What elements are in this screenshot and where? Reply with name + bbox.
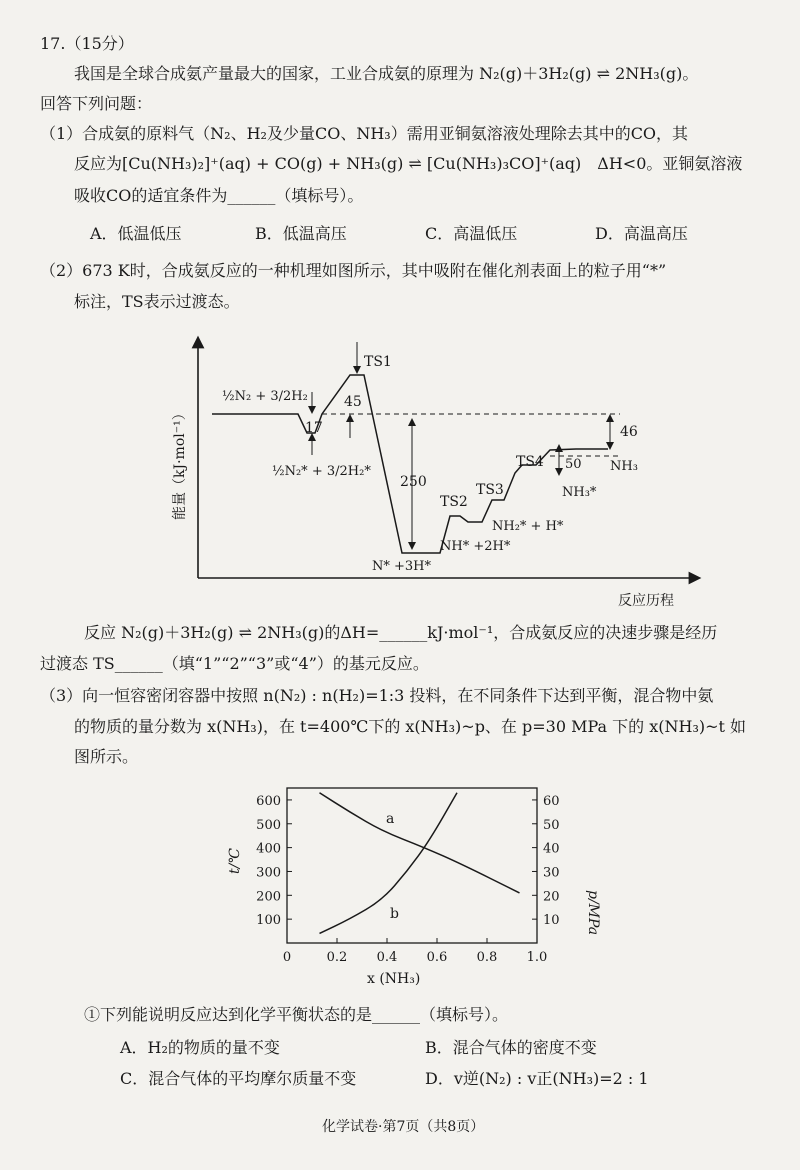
intro-line: 回答下列问题： — [40, 94, 153, 113]
page-footer: 化学试卷·第7页（共8页） — [322, 1119, 485, 1135]
option-d: D．高温高压 — [595, 224, 688, 243]
gap-45: 45 — [344, 394, 362, 410]
ts4-label: TS4 — [516, 454, 544, 470]
gap-17: 17 — [305, 420, 323, 436]
sub-question: ①下列能说明反应达到化学平衡状态的是______（填标号）。 — [84, 1005, 509, 1024]
part2-line: 标注，TS表示过渡态。 — [74, 292, 240, 311]
series-a-label: a — [386, 810, 395, 827]
series-b-label: b — [390, 906, 399, 923]
intermediate-nh: NH* +2H* — [440, 539, 511, 554]
energy-diagram — [150, 320, 710, 615]
x-tick-label: 0.8 — [476, 950, 498, 965]
x-tick-label: 0.2 — [326, 950, 348, 965]
left-tick-label: 300 — [256, 865, 281, 881]
option-d: D．v逆(N₂) : v正(NH₃)=2 : 1 — [425, 1069, 649, 1088]
x-tick-label: 0 — [282, 950, 292, 965]
right-tick-label: 10 — [543, 913, 560, 929]
question-header: 17.（15分） — [40, 34, 134, 53]
gap-250: 250 — [400, 474, 427, 490]
option-b: B．混合气体的密度不变 — [425, 1038, 597, 1057]
part2-line: （2）673 K时，合成氨反应的一种机理如图所示，其中吸附在催化剂表面上的粒子用“*” — [40, 261, 667, 280]
x-axis-label: 反应历程 — [618, 593, 674, 609]
right-tick-label: 60 — [543, 793, 560, 809]
right-tick-label: 50 — [543, 817, 560, 833]
right-tick-label: 30 — [543, 865, 560, 881]
right-axis-label: p/MPa — [585, 890, 601, 936]
y-axis-label: 能量（kJ·mol⁻¹） — [172, 406, 188, 520]
option-a: A．H₂的物质的量不变 — [120, 1038, 280, 1057]
option-c: C．高温低压 — [425, 224, 518, 243]
part3-line: （3）向一恒容密闭容器中按照 n(N₂) : n(H₂)=1:3 投料，在不同条件下达到平衡，混合物中氨 — [40, 686, 714, 705]
ts1-label: TS1 — [364, 354, 392, 370]
ts3-label: TS3 — [476, 482, 504, 498]
left-tick-label: 200 — [256, 889, 281, 905]
part3-line: 图所示。 — [74, 747, 139, 766]
x-axis-label: x (NH₃) — [367, 971, 421, 987]
ts2-label: TS2 — [440, 494, 468, 510]
gap-46: 46 — [620, 424, 638, 440]
part2-answer-line: 反应 N₂(g)＋3H₂(g) ⇌ 2NH₃(g)的ΔH=______kJ·mol⁻¹，合成氨反应的决速步骤是经历 — [84, 623, 718, 642]
equilibrium-chart — [205, 778, 605, 993]
x-tick-label: 0.4 — [376, 950, 398, 965]
right-tick-label: 20 — [543, 889, 560, 905]
intermediate-nh3: NH₃ — [610, 459, 638, 474]
left-tick-label: 400 — [256, 841, 281, 857]
part1-line: （1）合成氨的原料气（N₂、H₂及少量CO、NH₃）需用亚铜氨溶液处理除去其中的CO，其 — [40, 124, 689, 143]
x-tick-label: 0.6 — [426, 950, 448, 965]
left-tick-label: 600 — [256, 793, 281, 809]
left-tick-label: 100 — [256, 913, 281, 929]
part1-line: 吸收CO的适宜条件为______（填标号）。 — [74, 186, 364, 205]
left-axis-label: t/℃ — [227, 847, 243, 874]
x-tick-label: 1.0 — [526, 950, 548, 965]
intro-line: 我国是全球合成氨产量最大的国家，工业合成氨的原理为 N₂(g)＋3H₂(g) ⇌ 2NH₃(g)。 — [74, 64, 699, 83]
intermediate-n: N* +3H* — [372, 559, 432, 574]
left-tick-label: 500 — [256, 817, 281, 833]
right-tick-label: 40 — [543, 841, 560, 857]
part1-line: 反应为[Cu(NH₃)₂]⁺(aq) + CO(g) + NH₃(g) ⇌ [Cu(NH₃)₃CO]⁺(aq) ΔH<0。亚铜氨溶液 — [74, 154, 743, 173]
part3-line: 的物质的量分数为 x(NH₃)，在 t=400℃下的 x(NH₃)~p、在 p=30 MPa 下的 x(NH₃)~t 如 — [74, 717, 747, 736]
option-a: A．低温低压 — [90, 224, 182, 243]
intermediate-nh3-ads: NH₃* — [562, 485, 597, 500]
intermediate-nh2: NH₂* + H* — [492, 519, 564, 534]
part2-answer-line: 过渡态 TS______（填“1”“2”“3”或“4”）的基元反应。 — [40, 654, 429, 673]
option-c: C．混合气体的平均摩尔质量不变 — [120, 1069, 357, 1088]
series-a-line — [320, 793, 520, 893]
adsorbed-species-label: ½N₂* + 3/2H₂* — [272, 464, 371, 479]
gap-50: 50 — [565, 457, 582, 472]
start-species-label: ½N₂ + 3/2H₂ — [222, 389, 308, 404]
option-b: B．低温高压 — [255, 224, 347, 243]
